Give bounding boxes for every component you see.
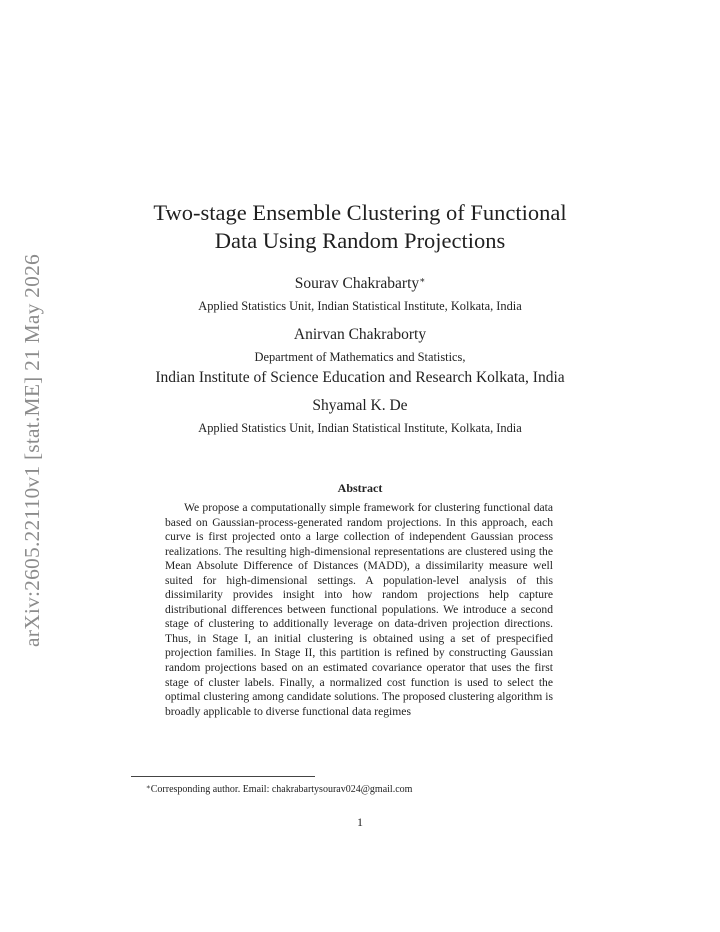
author-2-name: Anirvan Chakraborty [293,326,427,343]
paper-title-line-1: Two-stage Ensemble Clustering of Functional [153,200,567,225]
author-3-name: Shyamal K. De [312,397,408,414]
footnote-mark: ∗ [146,783,151,791]
paper-title-line-2: Data Using Random Projections [214,228,506,253]
author-1-footnote-mark: ∗ [419,275,426,285]
abstract-heading: Abstract [337,481,383,495]
abstract-body: We propose a computationally simple framework for clustering functional data based on Gaussian-process-generated random projections. In this approach, each curve is first projected onto a large collection of independent Gaussian process realizations. The resulting high-dimensional representations are clustered using the Mean Absolute Difference of Distances (MADD), a dissimilarity measure well suited for high-dimensional settings. A population-level analysis of this dissimilarity provides insight into how random projections help capture distributional differences between functional populations. We introduce a second stage of clustering to additionally leverage on data-driven projection directions. Thus, in Stage I, an initial clustering is obtained using a set of prespecified projection families. In Stage II, this partition is refined by constructing Gaussian random projections based on an estimated covariance operator that uses the first stage of cluster labels. Finally, a normalized cost function is used to select the optimal clustering among candidate solutions. The proposed clustering algorithm is broadly applicable to diverse functional data regimes [165,501,553,718]
footnote-text: Corresponding author. Email: chakrabartysourav024@gmail.com [150,784,413,795]
footnote-divider [131,776,315,777]
author-1-name: Sourav Chakrabarty [294,275,420,292]
author-2-affiliation-line-1: Department of Mathematics and Statistics, [254,350,466,364]
author-1 [0,275,720,293]
footnote [131,781,591,796]
author-3-affiliation: Applied Statistics Unit, Indian Statistical Institute, Kolkata, India [198,421,522,435]
page-number: 1 [357,815,363,829]
author-2-affiliation-line-2: Indian Institute of Science Education and Research Kolkata, India [155,369,565,386]
arxiv-identifier-text: arXiv:2605.22110v1 [stat.ME] 21 May 2026 [19,253,44,647]
paper-title [100,199,620,255]
author-1-affiliation: Applied Statistics Unit, Indian Statistical Institute, Kolkata, India [198,299,522,313]
